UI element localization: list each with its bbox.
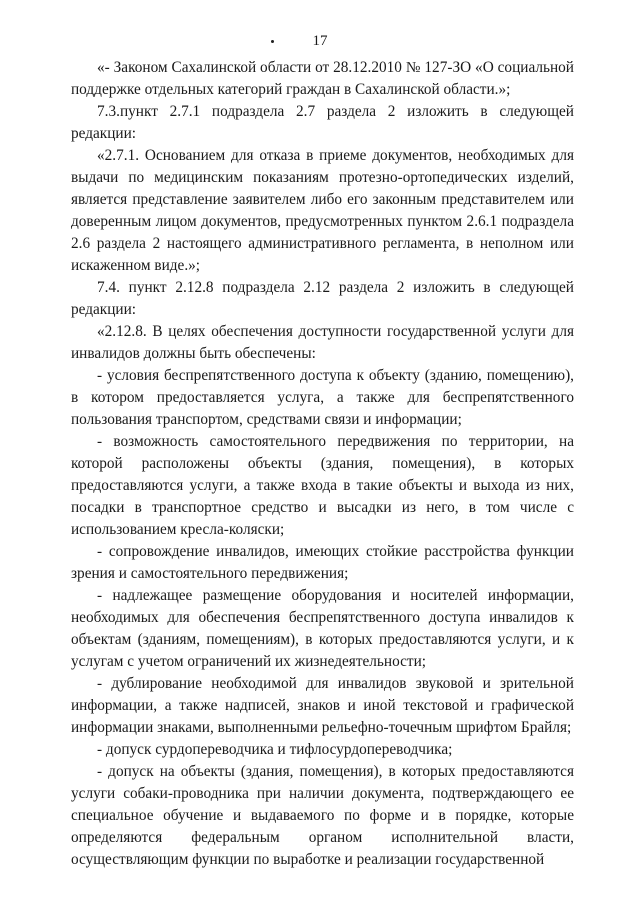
paragraph-clause-2-7-1: «2.7.1. Основанием для отказа в приеме документов, необходимых для выдачи по медицинским показаниям протезно-ортопедических изделий, является представление заявителем либо его законным представителем или доверенным лицом документов, предусмотренных пунктом 2.6.1 подраздела 2.6 раздела 2 настоящего административного регламента, в неполном или искаженном виде.»;	[71, 147, 574, 274]
list-item-movement: - возможность самостоятельного передвижения по территории, на которой расположены объекты (здания, помещения), в которых предоставляются услуги, а также входа в такие объекты и выхода из них, посадки в транспортное средство и высадки из него, в том числе с использованием кресла-коляски;	[71, 433, 574, 538]
list-item-access-conditions: - условия беспрепятственного доступа к объекту (зданию, помещению), в котором предоставляется услуга, а также для беспрепятственного пользования транспортом, средствами связи и информации;	[71, 367, 574, 428]
document-body	[71, 57, 574, 871]
paragraph-law-reference: «- Законом Сахалинской области от 28.12.2010 № 127-ЗО «О социальной поддержке отдельных категорий граждан в Сахалинской области.»;	[71, 59, 574, 98]
paragraph-clause-2-12-8: «2.12.8. В целях обеспечения доступности государственной услуги для инвалидов должны быть обеспечены:	[71, 323, 574, 362]
page-number: 17	[312, 33, 328, 49]
paragraph-amendment-7-3: 7.3.пункт 2.7.1 подраздела 2.7 раздела 2 изложить в следующей редакции:	[71, 103, 574, 142]
list-item-accompaniment: - сопровождение инвалидов, имеющих стойкие расстройства функции зрения и самостоятельного передвижения;	[71, 543, 574, 582]
list-item-interpreter-admission: - допуск сурдопереводчика и тифлосурдопереводчика;	[97, 741, 453, 758]
list-item-equipment-placement: - надлежащее размещение оборудования и носителей информации, необходимых для обеспечения беспрепятственного доступа инвалидов к объектам (зданиям, помещениям), в которых предоставляются услуги, и к услугам с учетом ограничений их жизнедеятельности;	[71, 587, 574, 670]
paragraph-amendment-7-4: 7.4. пункт 2.12.8 подраздела 2.12 раздела 2 изложить в следующей редакции:	[71, 279, 574, 318]
list-item-information-duplication: - дублирование необходимой для инвалидов звуковой и зрительной информации, а также надписей, знаков и иной текстовой и графической информации знаками, выполненными рельефно-точечным шрифтом Брайля;	[71, 675, 574, 736]
list-item-guide-dog-admission: - допуск на объекты (здания, помещения), в которых предоставляются услуги собаки-проводника при наличии документа, подтверждающего ее специальное обучение и выдаваемого по форме и в порядке, которые определяются федеральным органом исполнительной власти, осуществляющим функции по выработке и реализации государственной	[71, 763, 574, 868]
